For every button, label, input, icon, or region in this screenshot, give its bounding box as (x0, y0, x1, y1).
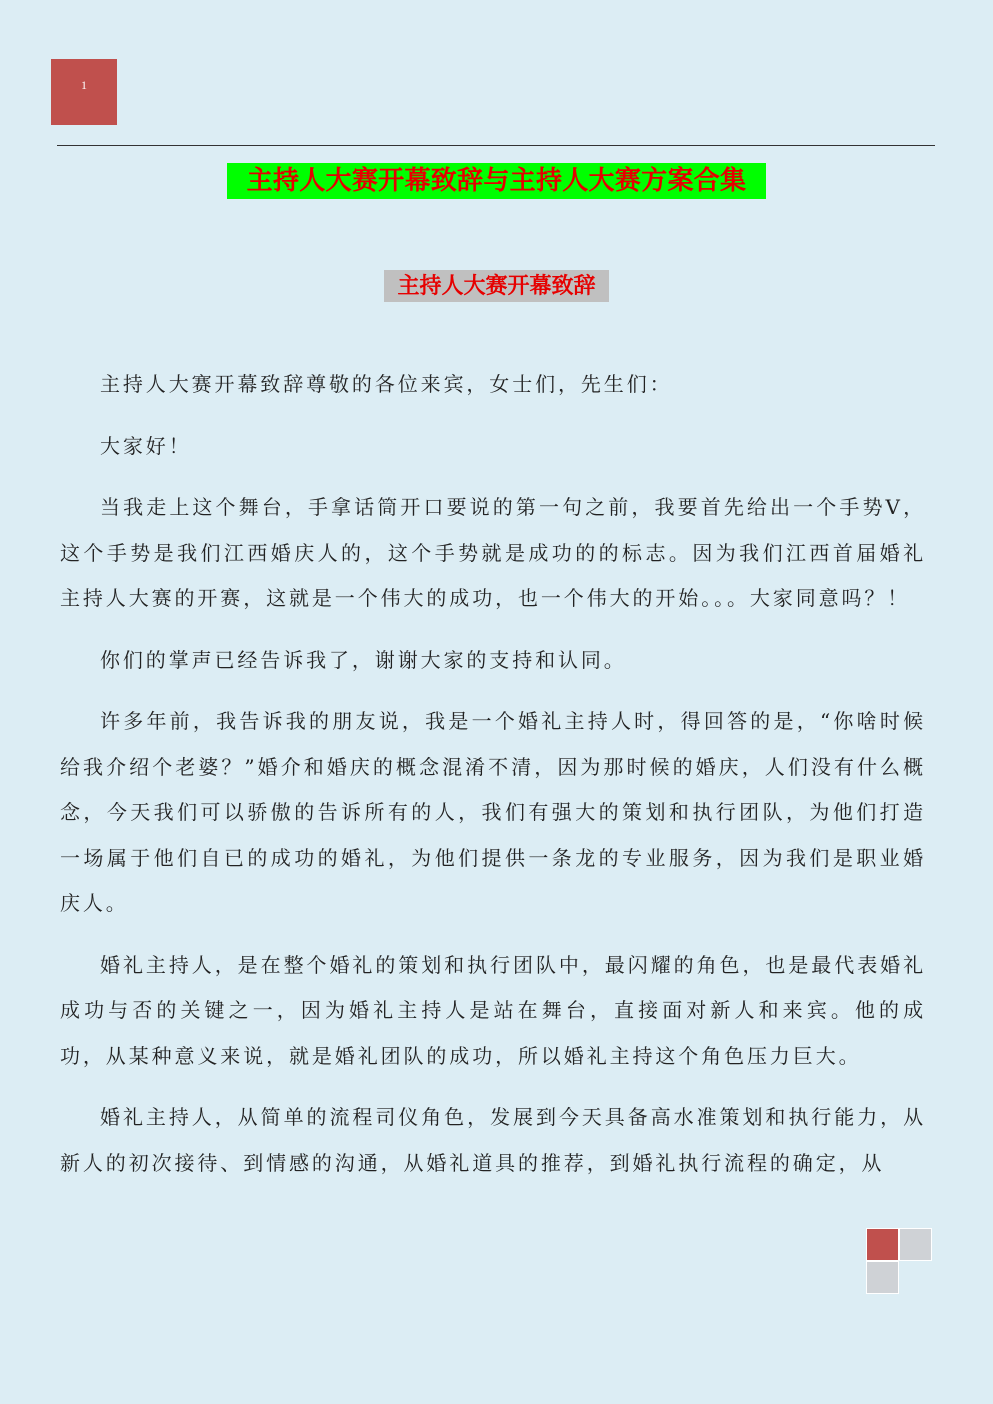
document-title: 主持人大赛开幕致辞与主持人大赛方案合集 (227, 163, 766, 199)
paragraph-salutation: 主持人大赛开幕致辞尊敬的各位来宾，女士们，先生们： (100, 372, 673, 396)
header-divider (57, 145, 935, 146)
paragraph: 你们的掌声已经告诉我了，谢谢大家的支持和认同。 (100, 647, 627, 672)
page-number-badge (51, 59, 117, 125)
decorative-square-gray (866, 1261, 899, 1294)
page-number: 1 (81, 78, 87, 92)
paragraph: 婚礼主持人，从简单的流程司仪角色，发展到今天具备高水准策划和执行能力，从新人的初次接待、到情感的沟通，从婚礼道具的推荐，到婚礼执行流程的确定，从 (60, 1105, 926, 1175)
paragraph-greeting: 大家好！ (100, 433, 192, 458)
paragraph: 当我走上这个舞台，手拿话筒开口要说的第一句之前，我要首先给出一个手势V，这个手势是我们江西婚庆人的，这个手势就是成功的的标志。因为我们江西首届婚礼主持人大赛的开赛，这就是一个伟大的成功，也一个伟大的开始。。。大家同意吗？！ (60, 495, 926, 610)
document-body (60, 362, 926, 1202)
corner-decoration (866, 1228, 934, 1294)
paragraph: 婚礼主持人，是在整个婚礼的策划和执行团队中，最闪耀的角色，也是最代表婚礼成功与否的关键之一，因为婚礼主持人是站在舞台，直接面对新人和来宾。他的成功，从某种意义来说，就是婚礼团队的成功，所以婚礼主持这个角色压力巨大。 (60, 952, 926, 1068)
paragraph: 许多年前，我告诉我的朋友说，我是一个婚礼主持人时，得回答的是，“你啥时候给我介绍个老婆？”婚介和婚庆的概念混淆不清，因为那时候的婚庆，人们没有什么概念，今天我们可以骄傲的告诉所有的人，我们有强大的策划和执行团队，为他们打造一场属于他们自已的成功的婚礼，为他们提供一条龙的专业服务，因为我们是职业婚庆人。 (60, 709, 926, 915)
section-title: 主持人大赛开幕致辞 (384, 270, 609, 302)
decorative-square-gray (899, 1228, 932, 1261)
decorative-square-red (866, 1228, 899, 1261)
